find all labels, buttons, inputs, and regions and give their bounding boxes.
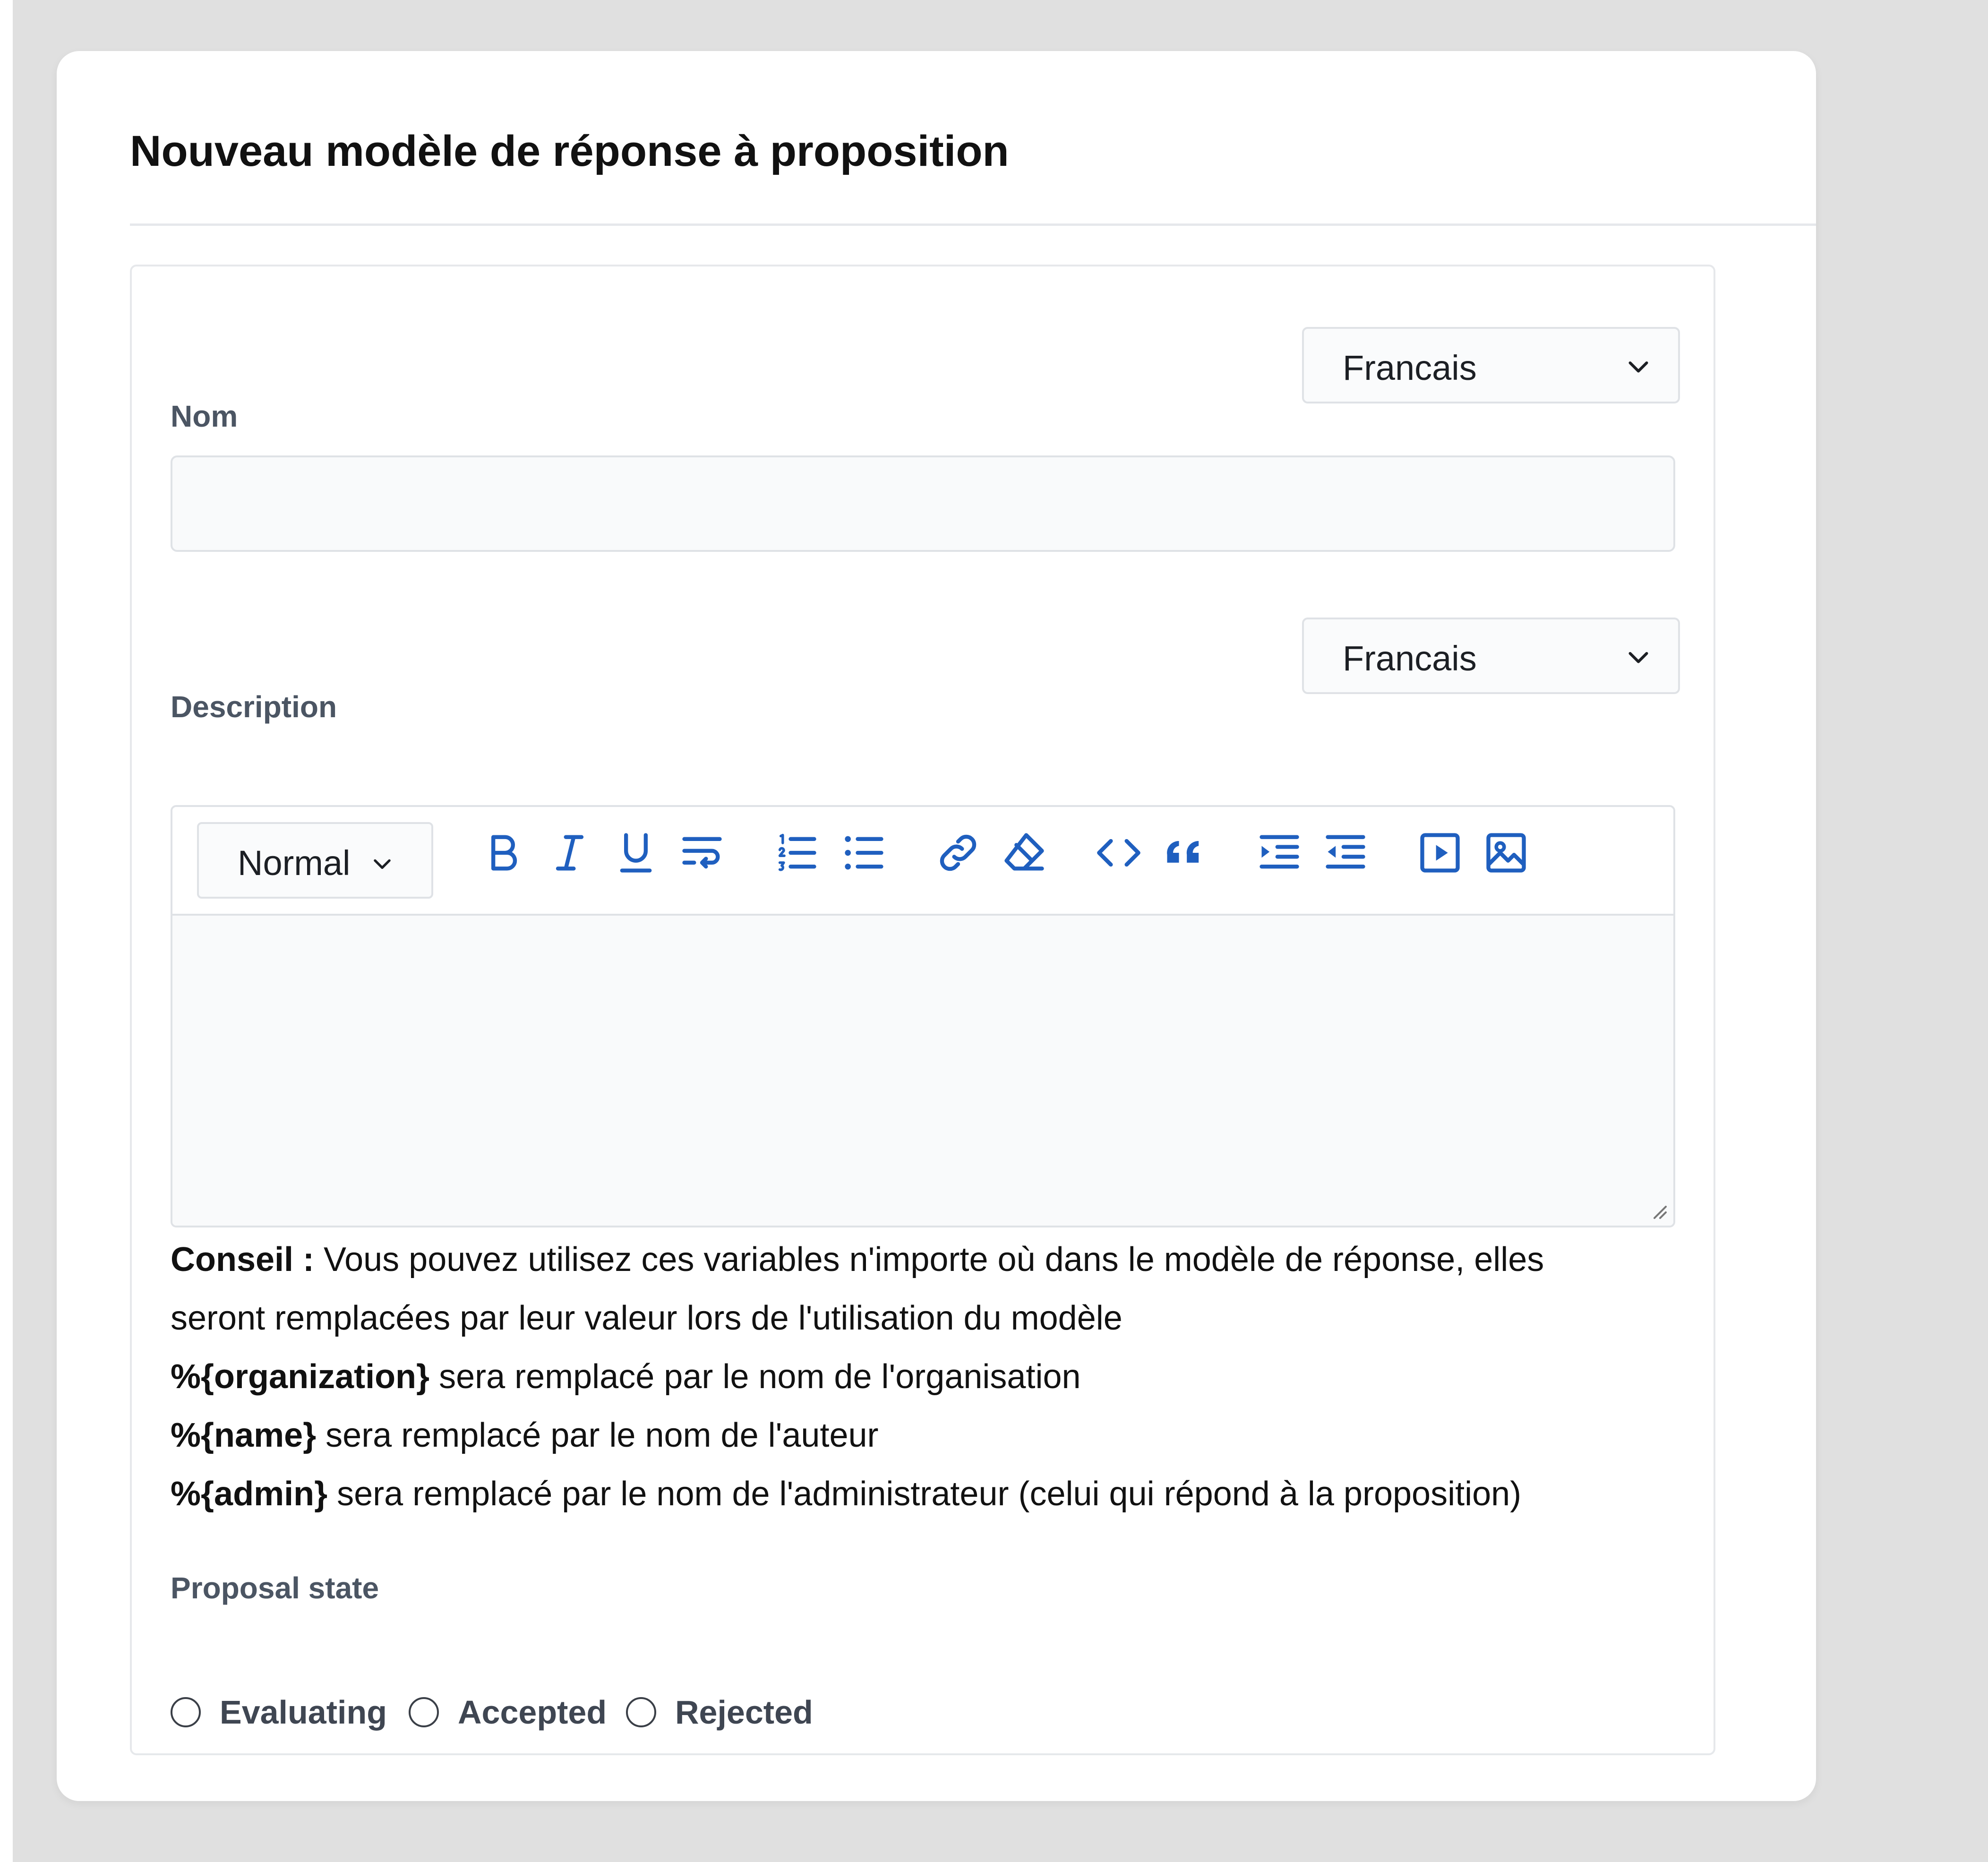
name-input[interactable]: [171, 455, 1675, 552]
form-panel: [130, 265, 1715, 1755]
help-variable-name: [171, 1406, 1682, 1465]
name-language-value: Francais: [1343, 348, 1477, 387]
bullet-list-icon: [840, 829, 887, 876]
radio-evaluating[interactable]: [171, 1684, 387, 1741]
underline-button[interactable]: [610, 827, 662, 879]
variable-key: %{admin}: [171, 1475, 328, 1513]
bold-icon: [480, 829, 527, 876]
image-icon: [1482, 829, 1530, 876]
help-tip-text: Vous pouvez utilisez ces variables n'importe où dans le modèle de réponse, elles: [314, 1241, 1544, 1279]
variable-key: %{name}: [171, 1416, 317, 1454]
link-icon: [934, 829, 982, 876]
variables-help: [171, 1230, 1682, 1523]
help-tip-label: Conseil :: [171, 1241, 315, 1279]
chevron-down-icon: [370, 852, 394, 877]
radio-label[interactable]: Rejected: [675, 1694, 813, 1731]
blockquote-button[interactable]: [1159, 827, 1211, 879]
radio-rejected[interactable]: [626, 1684, 813, 1741]
variable-desc: sera remplacé par le nom de l'organisation: [429, 1358, 1081, 1396]
bullet-list-button[interactable]: [838, 827, 890, 879]
outdent-button[interactable]: [1320, 827, 1371, 879]
ordered-list-icon: [773, 829, 820, 876]
code-icon: [1095, 829, 1142, 876]
help-tip-line: [171, 1230, 1682, 1289]
description-language-select[interactable]: [1302, 618, 1680, 694]
name-label: Nom: [171, 399, 238, 433]
help-tip-line-2: seront remplacées par leur valeur lors de l'utilisation du modèle: [171, 1299, 1123, 1337]
underline-icon: [612, 829, 660, 876]
title-divider: [130, 223, 1816, 226]
code-button[interactable]: [1093, 827, 1145, 879]
radio-button-icon[interactable]: [171, 1697, 201, 1727]
italic-icon: [546, 829, 593, 876]
page-edge: [0, 0, 13, 1862]
chevron-down-icon: [1624, 353, 1653, 382]
page-title: Nouveau modèle de réponse à proposition: [130, 127, 1009, 175]
indent-icon: [1256, 829, 1303, 876]
blockquote-icon: [1161, 829, 1208, 876]
video-icon: [1416, 829, 1464, 876]
radio-label[interactable]: Accepted: [458, 1694, 607, 1731]
editor-toolbar: [172, 807, 1673, 916]
proposal-state-label: Proposal state: [171, 1571, 379, 1605]
modal-card: [57, 51, 1816, 1801]
proposal-state-radio-group: [171, 1684, 1115, 1741]
chevron-down-icon: [1624, 644, 1653, 672]
name-language-select[interactable]: [1302, 327, 1680, 403]
clear-format-button[interactable]: [998, 827, 1050, 879]
bold-button[interactable]: [477, 827, 529, 879]
resize-handle-icon[interactable]: [1649, 1201, 1668, 1220]
format-select[interactable]: [197, 822, 433, 899]
help-variable-organization: [171, 1347, 1682, 1406]
radio-button-icon[interactable]: [409, 1697, 439, 1727]
description-language-value: Francais: [1343, 639, 1477, 678]
variable-desc: sera remplacé par le nom de l'auteur: [316, 1416, 879, 1454]
rich-text-editor: [171, 805, 1675, 1227]
radio-accepted[interactable]: [409, 1684, 607, 1741]
outdent-icon: [1322, 829, 1369, 876]
italic-button[interactable]: [544, 827, 596, 879]
video-button[interactable]: [1414, 827, 1466, 879]
help-variable-admin: [171, 1465, 1682, 1523]
indent-button[interactable]: [1253, 827, 1305, 879]
variable-key: %{organization}: [171, 1358, 430, 1396]
editor-content-area[interactable]: [172, 916, 1673, 1227]
variable-desc: sera remplacé par le nom de l'administrateur (celui qui répond à la proposition): [327, 1475, 1522, 1513]
radio-button-icon[interactable]: [626, 1697, 656, 1727]
image-button[interactable]: [1480, 827, 1532, 879]
description-label: Description: [171, 690, 337, 724]
eraser-icon: [1001, 829, 1048, 876]
ordered-list-button[interactable]: [771, 827, 823, 879]
hard-break-button[interactable]: [676, 827, 728, 879]
radio-label[interactable]: Evaluating: [220, 1694, 387, 1731]
format-select-value: Normal: [238, 843, 351, 883]
link-button[interactable]: [932, 827, 984, 879]
hard-break-icon: [678, 829, 726, 876]
